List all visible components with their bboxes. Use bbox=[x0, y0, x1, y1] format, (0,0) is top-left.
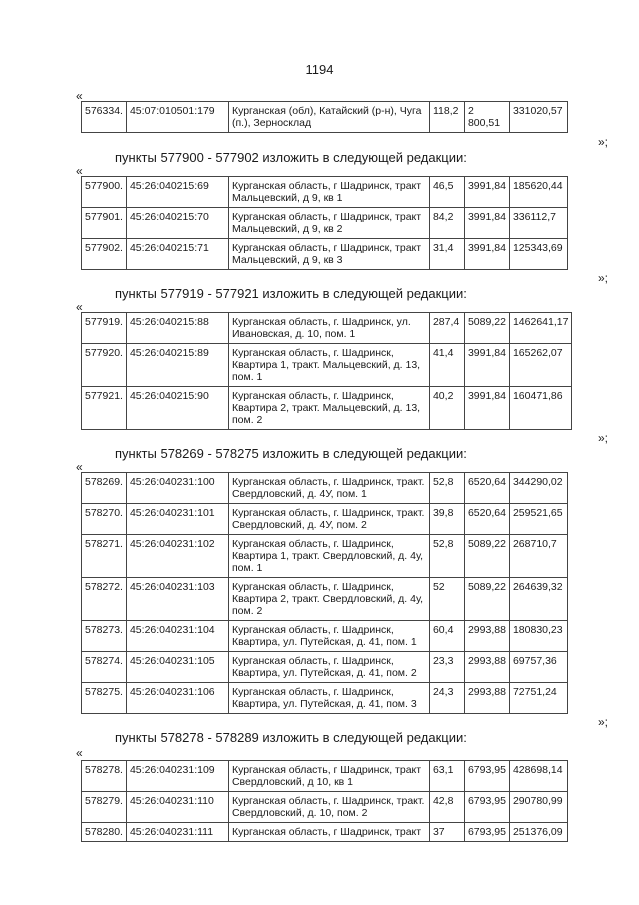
close-quote: »; bbox=[598, 135, 609, 149]
address: Курганская область, г Шадринск, тракт Мальцевский, д 9, кв 1 bbox=[228, 177, 429, 208]
address: Курганская область, г. Шадринск, Квартира 2, тракт. Свердловский, д. 4у, пом. 2 bbox=[228, 578, 429, 621]
cadastral-value: 180830,23 bbox=[509, 621, 567, 652]
address: Курганская область, г. Шадринск, Квартира 1, тракт. Мальцевский, д. 13, пом. 1 bbox=[228, 344, 429, 387]
area: 287,4 bbox=[429, 313, 464, 344]
cadastral-value: 165262,07 bbox=[509, 344, 571, 387]
item-number: 576334. bbox=[82, 102, 127, 133]
area: 63,1 bbox=[429, 761, 464, 792]
cadastral-number: 45:26:040215:69 bbox=[126, 177, 228, 208]
rate: 2 800,51 bbox=[464, 102, 509, 133]
cadastral-value: 428698,14 bbox=[509, 761, 567, 792]
amendment-instruction: пункты 577919 - 577921 изложить в следующей редакции: bbox=[115, 286, 467, 301]
cadastral-value: 185620,44 bbox=[509, 177, 567, 208]
table-row bbox=[82, 535, 568, 578]
cadastral-number: 45:26:040231:101 bbox=[126, 504, 228, 535]
open-quote: « bbox=[76, 300, 83, 314]
address: Курганская область, г. Шадринск, Квартира, ул. Путейская, д. 41, пом. 2 bbox=[228, 652, 429, 683]
table-row bbox=[82, 578, 568, 621]
item-number: 578274. bbox=[82, 652, 127, 683]
item-number: 577901. bbox=[82, 208, 127, 239]
close-quote: »; bbox=[598, 271, 609, 285]
cadastral-number: 45:26:040215:90 bbox=[126, 387, 228, 430]
address: Курганская (обл), Катайский (р-н), Чуга (п.), Зерносклад bbox=[228, 102, 429, 133]
cadastral-value: 259521,65 bbox=[509, 504, 567, 535]
cadastral-value: 336112,7 bbox=[509, 208, 567, 239]
property-table bbox=[81, 312, 572, 430]
rate: 3991,84 bbox=[464, 177, 509, 208]
cadastral-value: 160471,86 bbox=[509, 387, 571, 430]
item-number: 578270. bbox=[82, 504, 127, 535]
table-row bbox=[82, 683, 568, 714]
area: 84,2 bbox=[429, 208, 464, 239]
area: 42,8 bbox=[429, 792, 464, 823]
cadastral-number: 45:26:040215:70 bbox=[126, 208, 228, 239]
rate: 5089,22 bbox=[464, 535, 509, 578]
table-row bbox=[82, 239, 568, 270]
address: Курганская область, г Шадринск, тракт Свердловский, д 10, кв 1 bbox=[228, 761, 429, 792]
table-row bbox=[82, 504, 568, 535]
item-number: 577920. bbox=[82, 344, 127, 387]
open-quote: « bbox=[76, 164, 83, 178]
area: 23,3 bbox=[429, 652, 464, 683]
cadastral-number: 45:26:040231:102 bbox=[126, 535, 228, 578]
area: 24,3 bbox=[429, 683, 464, 714]
item-number: 577921. bbox=[82, 387, 127, 430]
property-table bbox=[81, 101, 568, 133]
address: Курганская область, г Шадринск, тракт bbox=[228, 823, 429, 842]
item-number: 578269. bbox=[82, 473, 127, 504]
area: 37 bbox=[429, 823, 464, 842]
cadastral-value: 72751,24 bbox=[509, 683, 567, 714]
rate: 3991,84 bbox=[464, 239, 509, 270]
amendment-instruction: пункты 578278 - 578289 изложить в следующей редакции: bbox=[115, 730, 467, 745]
cadastral-value: 251376,09 bbox=[509, 823, 567, 842]
address: Курганская область, г Шадринск, тракт Мальцевский, д 9, кв 3 bbox=[228, 239, 429, 270]
rate: 2993,88 bbox=[464, 652, 509, 683]
amendment-instruction: пункты 578269 - 578275 изложить в следующей редакции: bbox=[115, 446, 467, 461]
table-row bbox=[82, 473, 568, 504]
rate: 5089,22 bbox=[464, 313, 509, 344]
cadastral-number: 45:07:010501:179 bbox=[126, 102, 228, 133]
area: 52,8 bbox=[429, 473, 464, 504]
table-row bbox=[82, 387, 572, 430]
item-number: 577919. bbox=[82, 313, 127, 344]
rate: 3991,84 bbox=[464, 208, 509, 239]
cadastral-value: 69757,36 bbox=[509, 652, 567, 683]
cadastral-number: 45:26:040215:89 bbox=[126, 344, 228, 387]
item-number: 578273. bbox=[82, 621, 127, 652]
rate: 6520,64 bbox=[464, 473, 509, 504]
cadastral-value: 331020,57 bbox=[509, 102, 567, 133]
close-quote: »; bbox=[598, 715, 609, 729]
rate: 3991,84 bbox=[464, 387, 509, 430]
table-row bbox=[82, 313, 572, 344]
item-number: 578272. bbox=[82, 578, 127, 621]
cadastral-value: 1462641,17 bbox=[509, 313, 571, 344]
item-number: 578271. bbox=[82, 535, 127, 578]
property-table bbox=[81, 760, 568, 842]
table-row bbox=[82, 823, 568, 842]
table-row bbox=[82, 761, 568, 792]
open-quote: « bbox=[76, 89, 83, 103]
rate: 5089,22 bbox=[464, 578, 509, 621]
cadastral-number: 45:26:040231:103 bbox=[126, 578, 228, 621]
item-number: 578280. bbox=[82, 823, 127, 842]
area: 41,4 bbox=[429, 344, 464, 387]
rate: 3991,84 bbox=[464, 344, 509, 387]
area: 52,8 bbox=[429, 535, 464, 578]
area: 40,2 bbox=[429, 387, 464, 430]
area: 39,8 bbox=[429, 504, 464, 535]
table-row bbox=[82, 177, 568, 208]
open-quote: « bbox=[76, 746, 83, 760]
cadastral-number: 45:26:040231:100 bbox=[126, 473, 228, 504]
item-number: 578278. bbox=[82, 761, 127, 792]
amendment-instruction: пункты 577900 - 577902 изложить в следующей редакции: bbox=[115, 150, 467, 165]
cadastral-number: 45:26:040231:106 bbox=[126, 683, 228, 714]
area: 52 bbox=[429, 578, 464, 621]
rate: 2993,88 bbox=[464, 621, 509, 652]
rate: 2993,88 bbox=[464, 683, 509, 714]
cadastral-number: 45:26:040215:88 bbox=[126, 313, 228, 344]
property-table bbox=[81, 472, 568, 714]
area: 31,4 bbox=[429, 239, 464, 270]
address: Курганская область, г. Шадринск, тракт. Свердловский, д. 10, пом. 2 bbox=[228, 792, 429, 823]
table-row bbox=[82, 621, 568, 652]
cadastral-value: 290780,99 bbox=[509, 792, 567, 823]
address: Курганская область, г. Шадринск, Квартира, ул. Путейская, д. 41, пом. 3 bbox=[228, 683, 429, 714]
rate: 6520,64 bbox=[464, 504, 509, 535]
item-number: 577902. bbox=[82, 239, 127, 270]
cadastral-value: 268710,7 bbox=[509, 535, 567, 578]
area: 60,4 bbox=[429, 621, 464, 652]
cadastral-value: 125343,69 bbox=[509, 239, 567, 270]
table-row bbox=[82, 792, 568, 823]
address: Курганская область, г. Шадринск, тракт. Свердловский, д. 4У, пом. 2 bbox=[228, 504, 429, 535]
address: Курганская область, г. Шадринск, Квартира 1, тракт. Свердловский, д. 4у, пом. 1 bbox=[228, 535, 429, 578]
address: Курганская область, г. Шадринск, Квартира 2, тракт. Мальцевский, д. 13, пом. 2 bbox=[228, 387, 429, 430]
cadastral-number: 45:26:040231:110 bbox=[126, 792, 228, 823]
area: 46,5 bbox=[429, 177, 464, 208]
cadastral-number: 45:26:040231:111 bbox=[126, 823, 228, 842]
table-row bbox=[82, 652, 568, 683]
address: Курганская область, г. Шадринск, ул. Ивановская, д. 10, пом. 1 bbox=[228, 313, 429, 344]
table-row bbox=[82, 102, 568, 133]
address: Курганская область, г. Шадринск, Квартира, ул. Путейская, д. 41, пом. 1 bbox=[228, 621, 429, 652]
page-number: 1194 bbox=[305, 62, 334, 77]
close-quote: »; bbox=[598, 431, 609, 445]
open-quote: « bbox=[76, 460, 83, 474]
rate: 6793,95 bbox=[464, 792, 509, 823]
rate: 6793,95 bbox=[464, 823, 509, 842]
cadastral-value: 344290,02 bbox=[509, 473, 567, 504]
cadastral-number: 45:26:040215:71 bbox=[126, 239, 228, 270]
cadastral-number: 45:26:040231:105 bbox=[126, 652, 228, 683]
address: Курганская область, г. Шадринск, тракт. Свердловский, д. 4У, пом. 1 bbox=[228, 473, 429, 504]
cadastral-value: 264639,32 bbox=[509, 578, 567, 621]
cadastral-number: 45:26:040231:109 bbox=[126, 761, 228, 792]
item-number: 577900. bbox=[82, 177, 127, 208]
cadastral-number: 45:26:040231:104 bbox=[126, 621, 228, 652]
table-row bbox=[82, 208, 568, 239]
area: 118,2 bbox=[429, 102, 464, 133]
table-row bbox=[82, 344, 572, 387]
item-number: 578275. bbox=[82, 683, 127, 714]
item-number: 578279. bbox=[82, 792, 127, 823]
address: Курганская область, г Шадринск, тракт Мальцевский, д 9, кв 2 bbox=[228, 208, 429, 239]
rate: 6793,95 bbox=[464, 761, 509, 792]
property-table bbox=[81, 176, 568, 270]
